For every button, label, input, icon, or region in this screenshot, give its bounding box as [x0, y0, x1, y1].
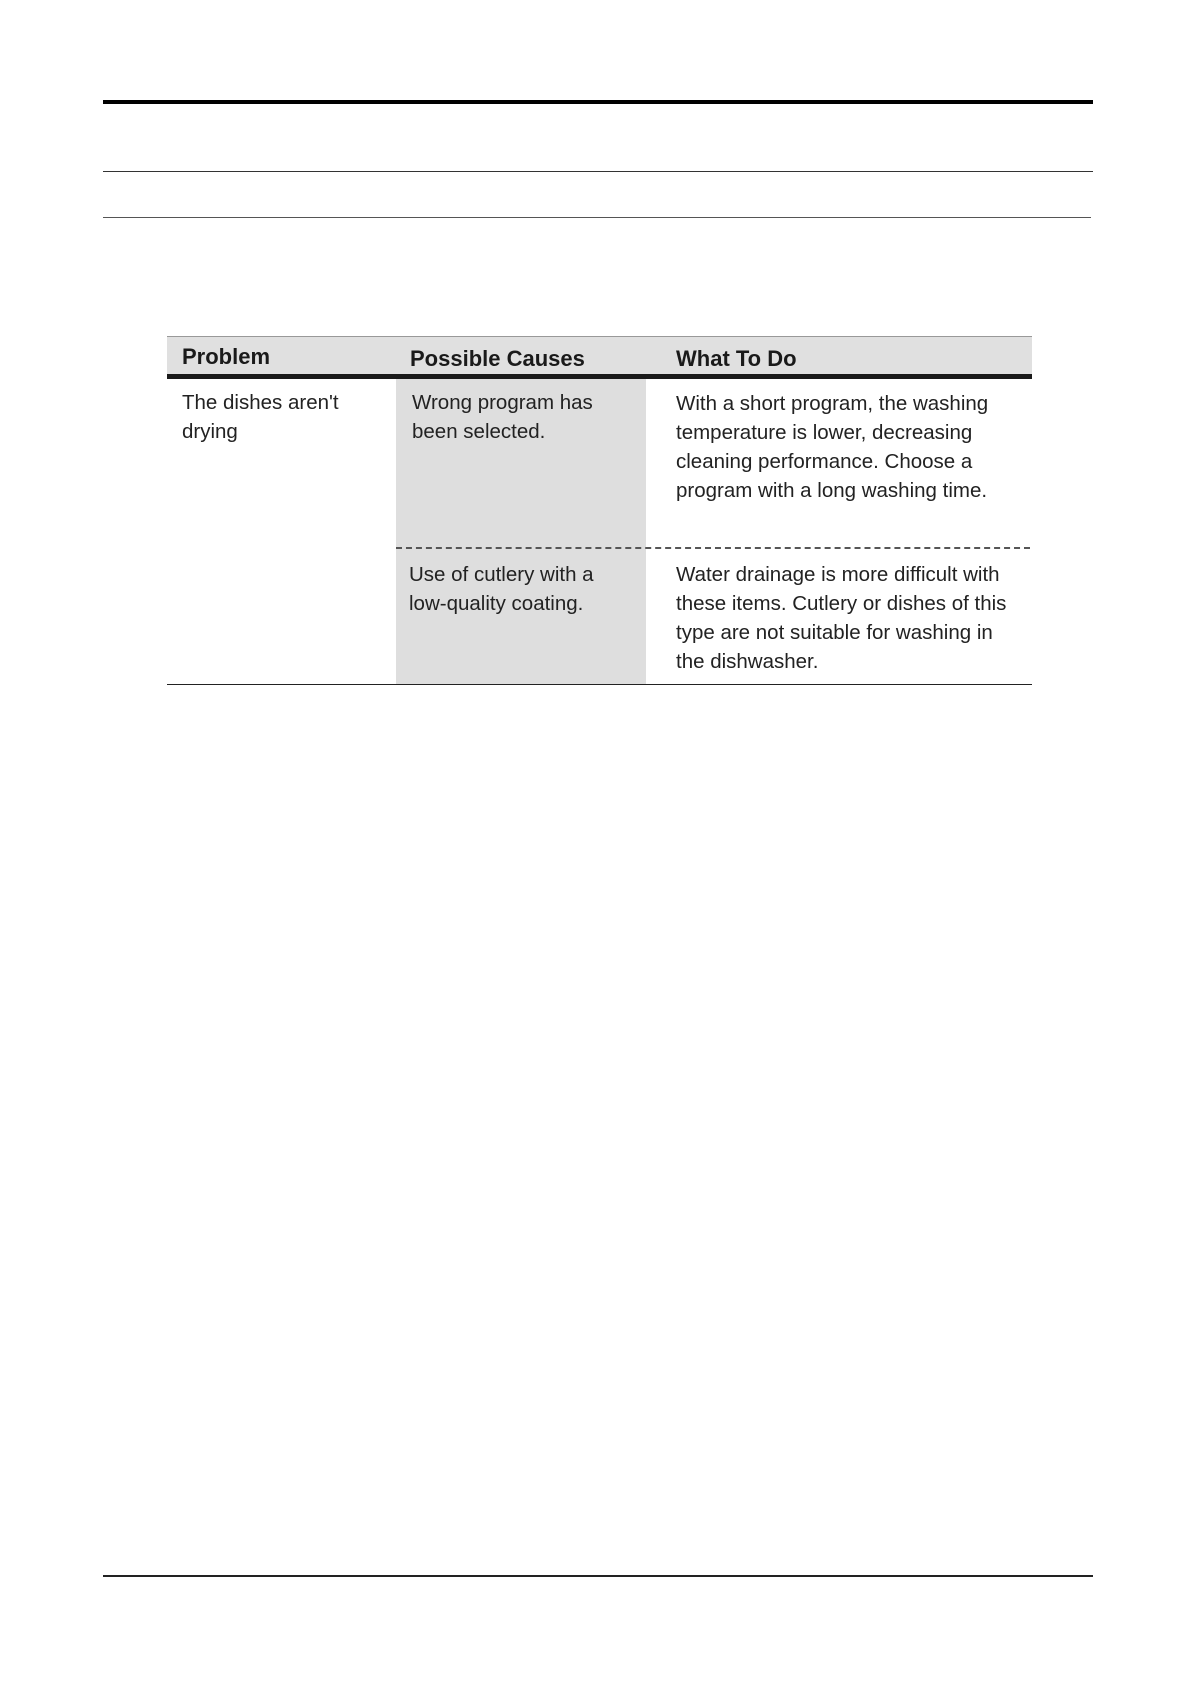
table-bottom-rule	[167, 684, 1032, 685]
solution-cell: With a short program, the washing temperature is lower, decreasing cleaning performance. Choose a program with a long washing time.	[676, 392, 989, 502]
footer-rule	[103, 1575, 1093, 1577]
table-header-background	[167, 336, 1032, 375]
header-possible-causes: Possible Causes	[410, 346, 585, 371]
entry-divider	[396, 547, 1030, 549]
header-rule-thick	[103, 100, 1093, 104]
troubleshooting-table	[167, 336, 1032, 685]
cause-cell: Use of cutlery with a low-quality coating.	[409, 563, 594, 615]
header-what-to-do: What To Do	[676, 346, 797, 371]
header-rule-thin	[103, 171, 1093, 172]
header-problem: Problem	[182, 344, 271, 369]
problem-cell: The dishes aren't drying	[182, 391, 339, 443]
cause-cell: Wrong program has been selected.	[412, 391, 593, 443]
solution-cell: Water drainage is more difficult with these items. Cutlery or dishes of this type are not suitable for washing in the dishwasher.	[676, 563, 1007, 673]
section-rule	[103, 217, 1091, 218]
